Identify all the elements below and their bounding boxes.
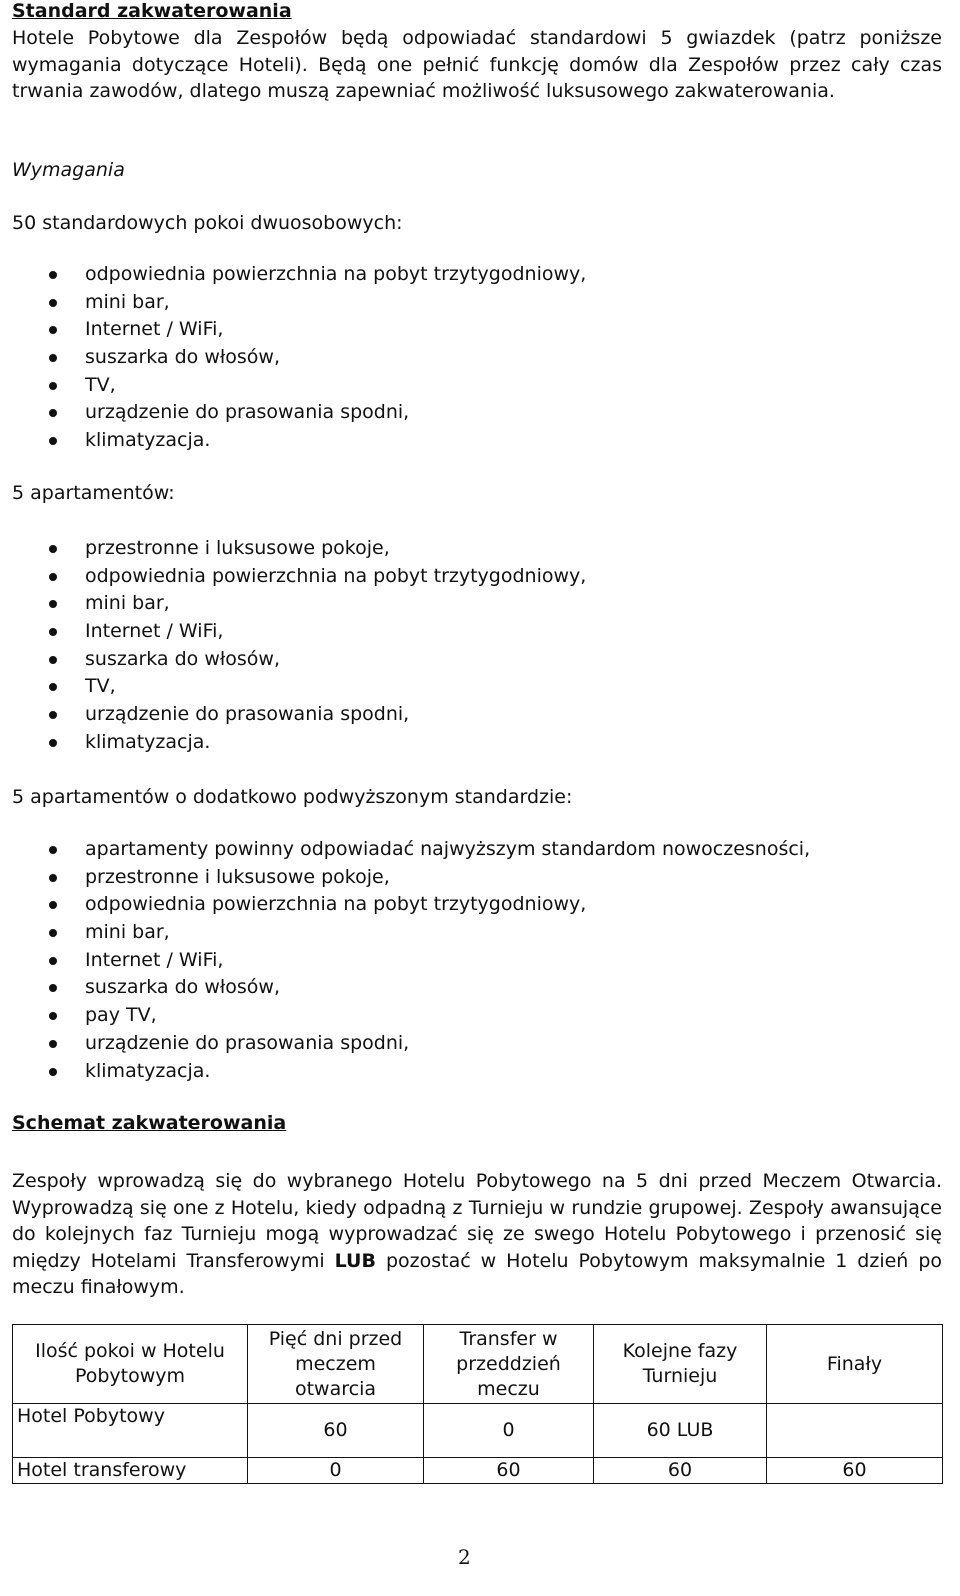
list-item: urządzenie do prasowania spodni, [12,399,942,427]
intro-paragraph: Hotele Pobytowe dla Zespołów będą odpowiadać standardowi 5 gwiazdek (patrz poniższe wymagania dotyczące Hoteli). Będą one pełnić funkcję domów dla Zespołów przez cały czas trwania zawodów, dlatego muszą zapewniać możliwość luksusowego zakwaterowania. [12,27,942,102]
table-cell: 60 [248,1404,424,1458]
section-heading-standard: Standard zakwaterowania [12,0,292,22]
section-heading-schema: Schemat zakwaterowania [12,1112,287,1134]
requirements-label: Wymagania [12,159,125,181]
list-standard-rooms [12,261,942,455]
list-item: przestronne i luksusowe pokoje, [12,535,942,563]
table-row-label: Hotel transferowy [13,1458,248,1484]
list-item: klimatyzacja. [12,729,942,757]
list-item: klimatyzacja. [12,1058,942,1086]
table-row [13,1404,943,1458]
list-item: odpowiednia powierzchnia na pobyt trzytygodniowy, [12,891,942,919]
list-item: apartamenty powinny odpowiadać najwyższym standardom nowoczesności, [12,836,942,864]
group-title-apartments: 5 apartamentów: [12,482,175,504]
list-item: Internet / WiFi, [12,316,942,344]
group-title-premium-apartments: 5 apartamentów o dodatkowo podwyższonym standardzie: [12,786,573,808]
list-item: Internet / WiFi, [12,618,942,646]
table-header-cell: Pięć dni przed meczem otwarcia [248,1325,424,1404]
list-item: mini bar, [12,590,942,618]
schema-text-bold: LUB [334,1249,376,1272]
list-item: mini bar, [12,289,942,317]
table-cell: 60 [424,1458,594,1484]
list-item: odpowiednia powierzchnia na pobyt trzytygodniowy, [12,563,942,591]
table-cell: 60 [767,1458,943,1484]
table-cell: 60 [594,1458,767,1484]
rooms-table [12,1324,943,1484]
table-cell: 0 [248,1458,424,1484]
list-item: pay TV, [12,1002,942,1030]
list-item: TV, [12,673,942,701]
table-cell: 0 [424,1404,594,1458]
list-item: suszarka do włosów, [12,344,942,372]
list-apartments [12,535,942,757]
page-number: 2 [458,1545,471,1569]
list-item: urządzenie do prasowania spodni, [12,701,942,729]
table-header-cell: Transfer w przeddzień meczu [424,1325,594,1404]
table-cell: 60 LUB [594,1404,767,1458]
list-item: odpowiednia powierzchnia na pobyt trzytygodniowy, [12,261,942,289]
table-header-cell: Finały [767,1325,943,1404]
schema-text-part-1: Zespoły wprowadzą się do wybranego Hotelu Pobytowego na 5 dni przed Meczem Otwarcia. Wyprowadzą się one z Hotelu, kiedy odpadną z Turnieju w rundzie grupowej. Zespoły awansujące do kolejnych faz Turnieju mogą wyprowadzać się ze swego Hotelu Pobytowego i przenosić się między Hotelami Transferowymi [12,1170,942,1272]
table-cell [767,1404,943,1458]
table-header-cell: Kolejne fazy Turnieju [594,1325,767,1404]
list-item: mini bar, [12,919,942,947]
list-premium-apartments [12,836,942,1085]
table-row-label: Hotel Pobytowy [13,1404,248,1458]
group-title-standard-rooms: 50 standardowych pokoi dwuosobowych: [12,212,403,234]
schema-text-part-2: pozostać w Hotelu Pobytowym maksymalnie 1 dzień po meczu finałowym. [12,1249,943,1298]
list-item: suszarka do włosów, [12,646,942,674]
schema-paragraph [12,1168,942,1301]
list-item: TV, [12,372,942,400]
table-header-row [13,1325,943,1404]
table-header-cell: Ilość pokoi w Hotelu Pobytowym [13,1325,248,1404]
list-item: Internet / WiFi, [12,947,942,975]
list-item: przestronne i luksusowe pokoje, [12,864,942,892]
list-item: suszarka do włosów, [12,974,942,1002]
list-item: urządzenie do prasowania spodni, [12,1030,942,1058]
table-row [13,1458,943,1484]
list-item: klimatyzacja. [12,427,942,455]
